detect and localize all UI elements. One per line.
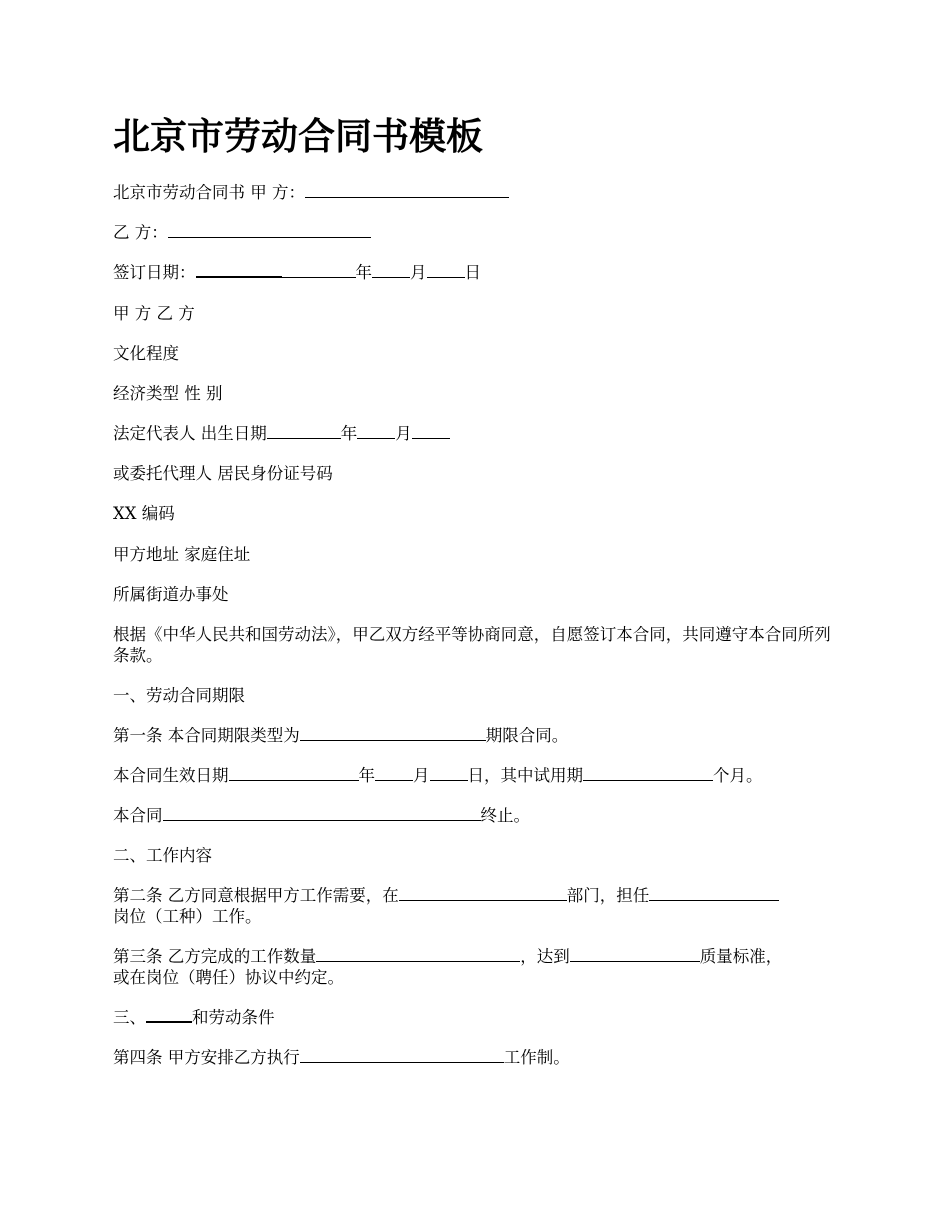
article-2-line-1 (113, 885, 779, 906)
section-1-heading: 一、劳动合同期限 (113, 686, 245, 705)
article-4-text: 第四条 甲方安排乙方执行 (113, 1048, 300, 1067)
section-3-blank (146, 1007, 192, 1023)
birth-year-blank (267, 424, 341, 439)
article-3-line-2: 或在岗位（聘任）协议中约定。 (113, 968, 344, 987)
section-3-heading (113, 1007, 275, 1028)
sign-date-blank-b (282, 263, 356, 278)
termination-label: 本合同 (113, 806, 163, 825)
termination-suffix: 终止。 (480, 806, 530, 825)
party-a-blank (305, 183, 509, 198)
sign-date-label: 签订日期： (113, 263, 196, 282)
article-4-line (113, 1047, 570, 1068)
effective-day-blank (430, 766, 468, 781)
effective-month-blank (375, 766, 413, 781)
month-blank (372, 263, 410, 278)
work-system-blank (300, 1048, 504, 1063)
sign-date-line (113, 262, 481, 283)
article-2-text: 第二条 乙方同意根据甲方工作需要，在 (113, 886, 399, 905)
code-line: XX 编码 (113, 504, 175, 523)
month-label: 月 (413, 766, 430, 785)
economy-type-line: 经济类型 性 别 (113, 384, 223, 403)
position-label: 部门，担任 (566, 886, 650, 905)
work-quantity-blank (316, 947, 520, 962)
party-b-blank (168, 223, 371, 238)
party-a-line (113, 182, 509, 203)
article-2-line-2: 岗位（工种）工作。 (113, 907, 262, 926)
article-3-text: 第三条 乙方完成的工作数量 (113, 947, 317, 966)
legal-rep-line (113, 423, 450, 444)
parties-header: 甲 方 乙 方 (113, 304, 195, 323)
month-label: 月 (395, 424, 412, 443)
effective-date-label: 本合同生效日期 (113, 766, 229, 785)
termination-line (113, 805, 530, 826)
section-3-prefix: 三、 (113, 1008, 146, 1027)
article-4-suffix: 工作制。 (503, 1048, 570, 1067)
education-line: 文化程度 (113, 344, 179, 363)
legal-rep-label: 法定代表人 出生日期 (113, 424, 267, 443)
article-1-text: 第一条 本合同期限类型为 (113, 726, 300, 745)
month-label: 月 (410, 263, 427, 282)
document-title: 北京市劳动合同书模板 (113, 114, 483, 158)
reach-label: ，达到 (520, 947, 570, 966)
agent-line: 或委托代理人 居民身份证号码 (113, 464, 333, 483)
year-label: 年 (355, 263, 372, 282)
birth-day-blank (412, 424, 450, 439)
section-2-heading: 二、工作内容 (113, 846, 212, 865)
effective-year-blank (229, 766, 359, 781)
party-b-line (113, 222, 371, 243)
quality-label: 质量标准， (699, 947, 783, 966)
party-b-label: 乙 方： (113, 223, 168, 242)
months-label: 个月。 (713, 766, 763, 785)
article-1-line (113, 725, 568, 746)
department-blank (399, 886, 567, 901)
article-3-line-1 (113, 946, 782, 967)
probation-label: 日，其中试用期 (467, 766, 583, 785)
year-label: 年 (340, 424, 358, 443)
section-3-suffix: 和劳动条件 (192, 1008, 275, 1027)
probation-blank (583, 766, 713, 781)
position-blank (649, 886, 779, 901)
day-label: 日 (464, 263, 481, 282)
effective-date-line (113, 765, 763, 786)
address-line: 甲方地址 家庭住址 (113, 545, 251, 564)
sign-date-blank-a (196, 262, 282, 278)
party-a-label: 北京市劳动合同书 甲 方： (113, 183, 305, 202)
quality-blank (570, 947, 700, 962)
day-blank (427, 263, 465, 278)
article-1-suffix: 期限合同。 (485, 726, 569, 745)
contract-type-blank (300, 726, 486, 741)
birth-month-blank (357, 424, 395, 439)
year-label: 年 (358, 766, 375, 785)
preamble-paragraph: 根据《中华人民共和国劳动法》，甲乙双方经平等协商同意，自愿签订本合同，共同遵守本合同所列条款。 (113, 625, 831, 665)
termination-blank (163, 806, 481, 821)
street-office-line: 所属街道办事处 (113, 585, 229, 604)
